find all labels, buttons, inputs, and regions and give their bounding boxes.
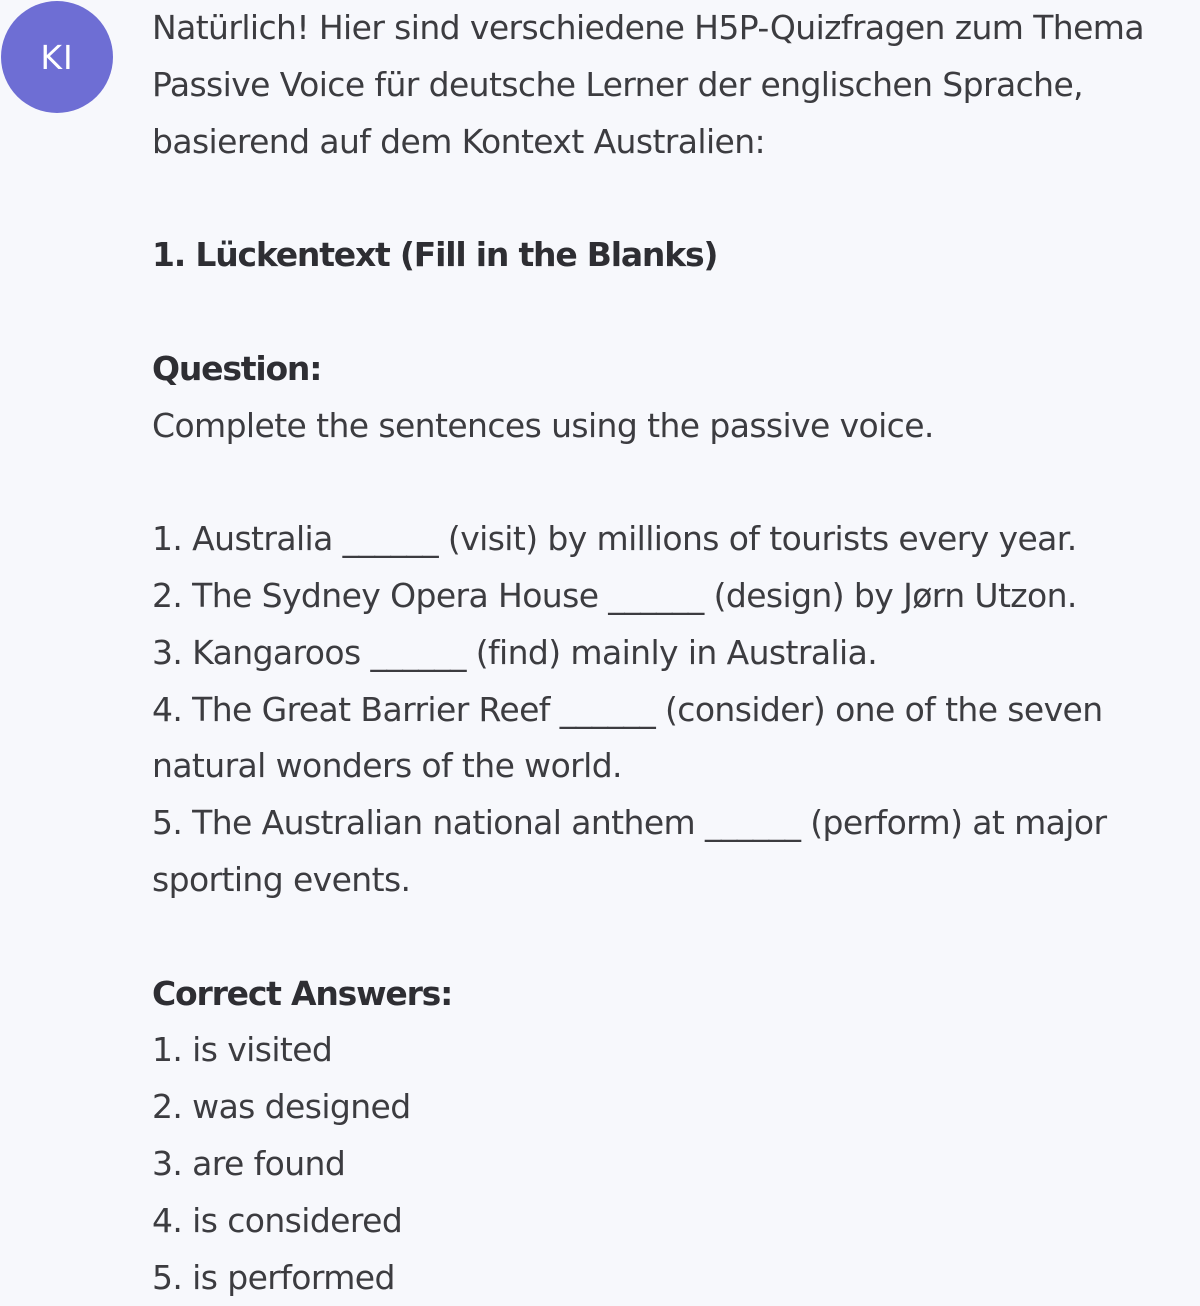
- avatar-label: KI: [40, 37, 74, 77]
- answers-heading: Correct Answers:: [152, 973, 453, 1013]
- sentence-line: 1. Australia ______ (visit) by millions of tourists every year.: [152, 519, 1077, 559]
- spacer: [152, 284, 1198, 341]
- sentence-line: 2. The Sydney Opera House ______ (design) by Jørn Utzon.: [152, 575, 1077, 615]
- intro-line: Passive Voice für deutsche Lerner der englischen Sprache,: [152, 64, 1084, 104]
- answer-line: 2. was designed: [152, 1087, 411, 1127]
- sentence-line: natural wonders of the world.: [152, 746, 622, 786]
- assistant-message: [152, 0, 1198, 1306]
- sentence-line: sporting events.: [152, 859, 411, 899]
- ai-avatar: [1, 1, 113, 113]
- answer-line: 1. is visited: [152, 1030, 333, 1070]
- question-text: Complete the sentences using the passive voice.: [152, 405, 934, 445]
- sentence-line: 3. Kangaroos ______ (find) mainly in Australia.: [152, 632, 878, 672]
- answer-line: 4. is considered: [152, 1200, 403, 1240]
- spacer: [152, 170, 1198, 227]
- answer-line: 3. are found: [152, 1143, 346, 1183]
- answer-line: 5. is performed: [152, 1257, 395, 1297]
- spacer: [152, 909, 1198, 966]
- spacer: [152, 454, 1198, 511]
- sentence-line: 5. The Australian national anthem ______ (perform) at major: [152, 803, 1107, 843]
- intro-line: basierend auf dem Kontext Australien:: [152, 121, 766, 161]
- sentence-line: 4. The Great Barrier Reef ______ (consider) one of the seven: [152, 689, 1103, 729]
- intro-line: Natürlich! Hier sind verschiedene H5P-Quizfragen zum Thema: [152, 8, 1144, 47]
- question-heading: Question:: [152, 348, 322, 388]
- section-title: 1. Lückentext (Fill in the Blanks): [152, 235, 718, 275]
